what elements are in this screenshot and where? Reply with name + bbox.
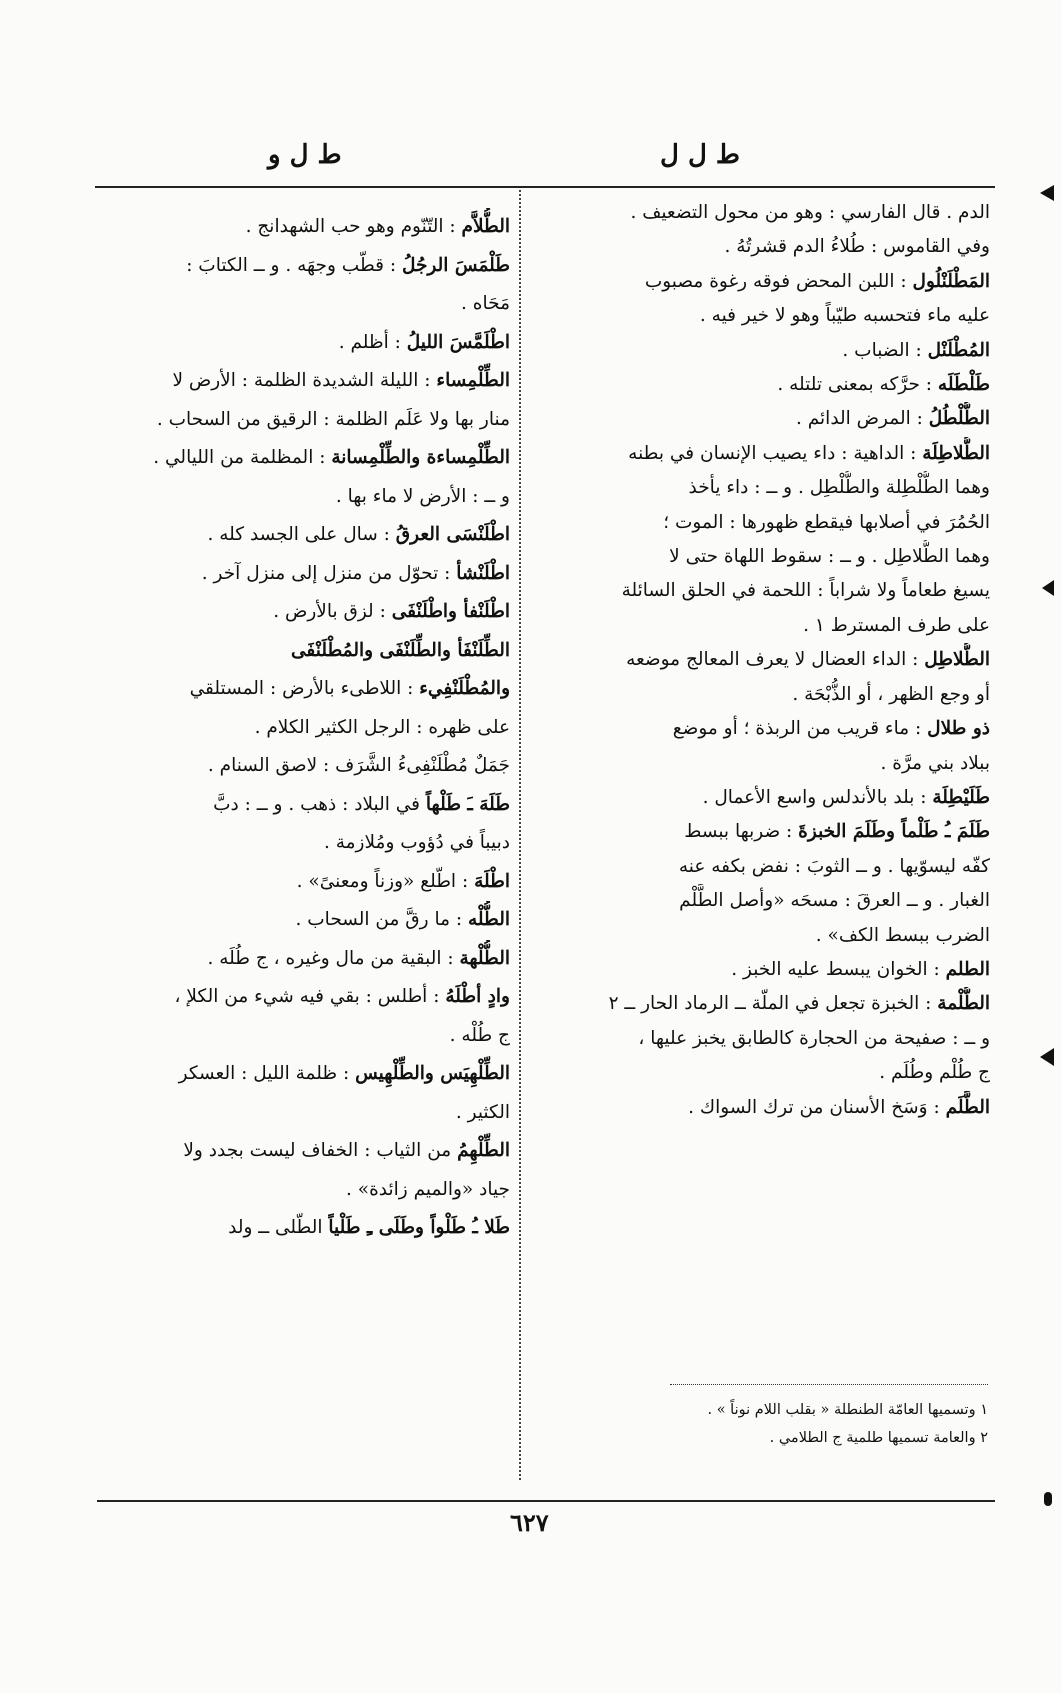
entry-line <box>530 953 990 987</box>
entry-line <box>82 863 510 902</box>
headword: طَلَهَ ـَ طَلْهاً <box>425 793 510 815</box>
definition-text: وهما الطُّلْطِلة والطُّلْطِل . و ــ : داء يأخذ <box>688 477 990 499</box>
headword: المُطْلَنْل <box>927 339 990 361</box>
entry-line <box>530 437 990 471</box>
entry-line <box>82 439 510 478</box>
footnote-separator <box>670 1384 988 1385</box>
entry-line <box>82 324 510 363</box>
definition-text: وهما الطُّلاطِل . و ــ : سقوط اللهاة حتى لا <box>669 546 990 568</box>
entry-line <box>82 901 510 940</box>
headword: طَلا ـُ طَلْواً وطَلَى ـِ طَلْياً <box>328 1217 510 1238</box>
entry-line <box>82 670 510 709</box>
entry-line <box>530 609 990 643</box>
definition-text: : وَسَخ الأسنان من ترك السواك . <box>688 1096 946 1118</box>
headword: الطِّلْهِمُ <box>457 1140 510 1161</box>
entry-line <box>530 368 990 402</box>
entry-line <box>82 1171 510 1210</box>
headword: اطْلَنْشأ <box>456 562 510 584</box>
column-divider <box>519 190 522 1480</box>
definition-text: الطّلى ــ ولد <box>228 1217 329 1238</box>
definition-text: : اللبن المحض فوقه رغوة مصبوب <box>644 270 913 292</box>
scan-margin-mark <box>1040 185 1054 201</box>
entry-line <box>82 1055 510 1094</box>
definition-text: : ماء قريب من الربذة ؛ أو موضع <box>672 718 928 740</box>
headword: ذو طلال <box>927 718 990 740</box>
entry-line <box>530 230 990 264</box>
entry-line <box>82 478 510 517</box>
headword: الطُّلْطُلُ <box>928 408 990 430</box>
headword: المَطْلَنْلُول <box>912 270 990 292</box>
headword: الطِّلْمِساء <box>436 370 510 391</box>
headword: الطُّلاطِلَة <box>922 442 990 464</box>
headword: الطِّلْهِيَس والطِّلْهِيس <box>355 1063 510 1084</box>
definition-text: : ما رقَّ من السحاب . <box>295 909 468 930</box>
definition-text: : ضربها ببسط <box>684 821 799 843</box>
definition-text: و ــ : صفيحة من الحجارة كالطابق يخبز عليها ، <box>638 1027 990 1049</box>
headword: الطِّلَنْفَأ والطِّلَنْفَى والمُطْلَنْفَى <box>291 639 510 661</box>
footnote: ٢ والعامة تسميها طلمية ج الطلامي . <box>769 1430 988 1446</box>
entry-line <box>530 815 990 849</box>
entry-line <box>82 1017 510 1056</box>
entry-line <box>82 1094 510 1133</box>
definition-text: الدم . قال الفارسي : وهو من محول التضعيف . <box>630 202 990 223</box>
definition-text: ببلاد بني مرَّة . <box>880 752 990 774</box>
definition-text: ج طُلْه . <box>449 1024 510 1046</box>
definition-text: : أطلس : بقي فيه شيء من الكلإ ، <box>174 986 446 1007</box>
entry-line <box>530 196 990 230</box>
headword: الطَّلَم <box>945 1096 990 1118</box>
headword: والمُطْلَنْفِيء <box>419 678 510 699</box>
headword: طَلَيْطِلَة <box>932 786 990 808</box>
scan-margin-mark <box>1042 580 1054 596</box>
entry-line <box>530 506 990 540</box>
scan-margin-mark <box>1040 1048 1054 1066</box>
entry-line <box>530 540 990 574</box>
definition-text: يسيغ طعاماً ولا شراباً : اللحمة في الحلق السائلة <box>621 580 990 602</box>
headword: الطُّلْهة <box>459 947 510 969</box>
definition-text: ج طُلْم وطُلَم . <box>879 1062 990 1084</box>
headword: الطُّلاَّم <box>461 216 510 237</box>
left-column <box>82 208 510 1248</box>
bottom-rule <box>97 1500 995 1502</box>
definition-text: : بلد بالأندلس واسع الأعمال . <box>702 786 933 808</box>
definition-text: : المظلمة من الليالي . <box>153 447 332 468</box>
entry-line <box>530 299 990 333</box>
headword: وادٍ أطْلَهُ <box>445 986 510 1007</box>
definition-text: مَحَاه . <box>461 293 510 314</box>
entry-line <box>530 919 990 953</box>
definition-text: من الثياب : الخفاف ليست بجدد ولا <box>183 1140 458 1161</box>
definition-text: : اطّلع «وزناً ومعنىً» . <box>296 870 475 892</box>
headword: الطِّلْمِساءة والطِّلْمِسانة <box>331 447 510 468</box>
entry-line <box>530 884 990 918</box>
entry-line <box>530 1022 990 1056</box>
entry-line <box>82 709 510 748</box>
headword: اطْلَمَّسَ الليلُ <box>406 331 510 353</box>
entry-line <box>530 574 990 608</box>
definition-text: الضرب ببسط الكف» . <box>815 924 990 946</box>
definition-text: : المرض الدائم . <box>795 408 929 430</box>
definition-text: الحُمُرَ في أصلابها فيقطع ظهورها : الموت ؛ <box>663 511 990 533</box>
definition-text: عليه ماء فتحسبه طيّباً وهو لا خير فيه . <box>699 305 990 327</box>
definition-text: جياد «والميم زائدة» . <box>346 1178 510 1200</box>
definition-text: الغبار . و ــ العرقَ : مسحَه «وأصل الطَّلْم <box>679 890 990 912</box>
entry-line <box>82 632 510 671</box>
entry-line <box>82 1209 510 1248</box>
entry-line <box>82 940 510 979</box>
definition-text: : الخوان يبسط عليه الخبز . <box>731 958 946 980</box>
entry-line <box>530 1056 990 1090</box>
entry-line <box>530 781 990 815</box>
definition-text: وفي القاموس : طُلاءُ الدم قشرتُهُ . <box>724 236 990 258</box>
entry-line <box>82 1132 510 1171</box>
definition-text: أو وجع الظهر ، أو الذُّبْحَة . <box>792 683 990 705</box>
definition-text: : الليلة الشديدة الظلمة : الأرض لا <box>172 370 437 391</box>
entry-line <box>530 402 990 436</box>
scan-margin-mark <box>1044 1492 1052 1506</box>
headword: طَلَمَ ـُ طَلْماً وطَلَمَ الخبزةَ <box>798 821 990 843</box>
right-column <box>530 196 990 1125</box>
headword: الطُّلاطِل <box>924 649 990 671</box>
headword: الطُّلْه <box>468 909 510 930</box>
entry-line <box>82 516 510 555</box>
entry-line <box>530 678 990 712</box>
headword: طَلْطَلَه <box>937 374 990 396</box>
entry-line <box>82 555 510 594</box>
headword: اطْلَهَ <box>474 870 510 892</box>
definition-text: : تحوّل من منزل إلى منزل آخر . <box>201 562 457 584</box>
definition-text: على ظهره : الرجل الكثير الكلام . <box>254 716 510 738</box>
definition-text: و ــ : الأرض لا ماء بها . <box>335 485 510 507</box>
definition-text: : الخبزة تجعل في الملّة ــ الرماد الحار ــ ٢ <box>608 993 938 1015</box>
definition-text: دبيباً في دُؤوب ومُلازمة . <box>323 832 510 853</box>
definition-text: : البقية من مال وغيره ، ج طُلَه . <box>207 947 460 969</box>
entry-line <box>530 850 990 884</box>
entry-line <box>82 824 510 863</box>
top-rule <box>95 186 995 188</box>
footnotes <box>560 1396 988 1452</box>
definition-text: : أظلم . <box>338 331 407 353</box>
running-header-right: ط ل ل <box>660 140 740 170</box>
entry-line <box>530 471 990 505</box>
definition-text: كفّه ليسوّيها . و ــ الثوبَ : نفض بكفه عنه <box>678 855 990 877</box>
headword: اطْلَنْفأ واطْلَنْفَى <box>391 601 510 622</box>
entry-line <box>530 987 990 1021</box>
entry-line <box>530 747 990 781</box>
definition-text: : ظلمة الليل : العسكر <box>178 1063 356 1084</box>
entry-line <box>82 247 510 286</box>
headword: طَلْمَسَ الرجُلُ <box>401 254 510 276</box>
entry-line <box>82 593 510 632</box>
headword: الطلم <box>945 958 990 980</box>
entry-line <box>530 643 990 677</box>
entry-line <box>82 362 510 401</box>
definition-text: منار بها ولا عَلَم الظلمة : الرقيق من السحاب . <box>156 408 510 430</box>
definition-text: : الداهية : داء يصيب الإنسان في بطنه <box>628 442 923 464</box>
definition-text: : سال على الجسد كله . <box>207 524 396 545</box>
entry-line <box>82 786 510 825</box>
footnote: ١ وتسميها العامّة الطنطلة « بقلب اللام نوناً » . <box>707 1402 988 1418</box>
definition-text: : اللاطىء بالأرض : المستلقي <box>189 678 420 699</box>
definition-text: : الداء العضال لا يعرف المعالج موضعه <box>626 649 925 671</box>
definition-text: جَمَلٌ مُطْلَنْفِىءُ الشَّرَف : لاصق السنام . <box>207 755 510 776</box>
entry-line <box>530 1091 990 1125</box>
entry-line <box>530 712 990 746</box>
entry-line <box>82 208 510 247</box>
entry-line <box>82 747 510 786</box>
entry-line <box>82 285 510 324</box>
definition-text: : الضباب . <box>842 339 928 361</box>
definition-text: : لزق بالأرض . <box>273 601 392 622</box>
definition-text: على طرف المسترط ١ . <box>803 614 990 636</box>
entry-line <box>530 334 990 368</box>
definition-text: الكثير . <box>455 1101 510 1123</box>
headword: الطُّلْمة <box>937 993 990 1015</box>
entry-line <box>82 978 510 1017</box>
definition-text: في البلاد : ذهب . و ــ : دبَّ <box>213 793 426 815</box>
definition-text: : قطّب وجهَه . و ــ الكتابَ : <box>186 254 402 276</box>
page-number: ٦٢٧ <box>510 1508 549 1537</box>
headword: اطْلَنْسَى العرقُ <box>395 524 510 545</box>
entry-line <box>530 265 990 299</box>
definition-text: : حرَّكه بمعنى تلتله . <box>777 374 938 396</box>
definition-text: : التّنّوم وهو حب الشهدانج . <box>245 216 462 237</box>
running-header-left: ط ل و <box>268 140 342 170</box>
entry-line <box>82 401 510 440</box>
